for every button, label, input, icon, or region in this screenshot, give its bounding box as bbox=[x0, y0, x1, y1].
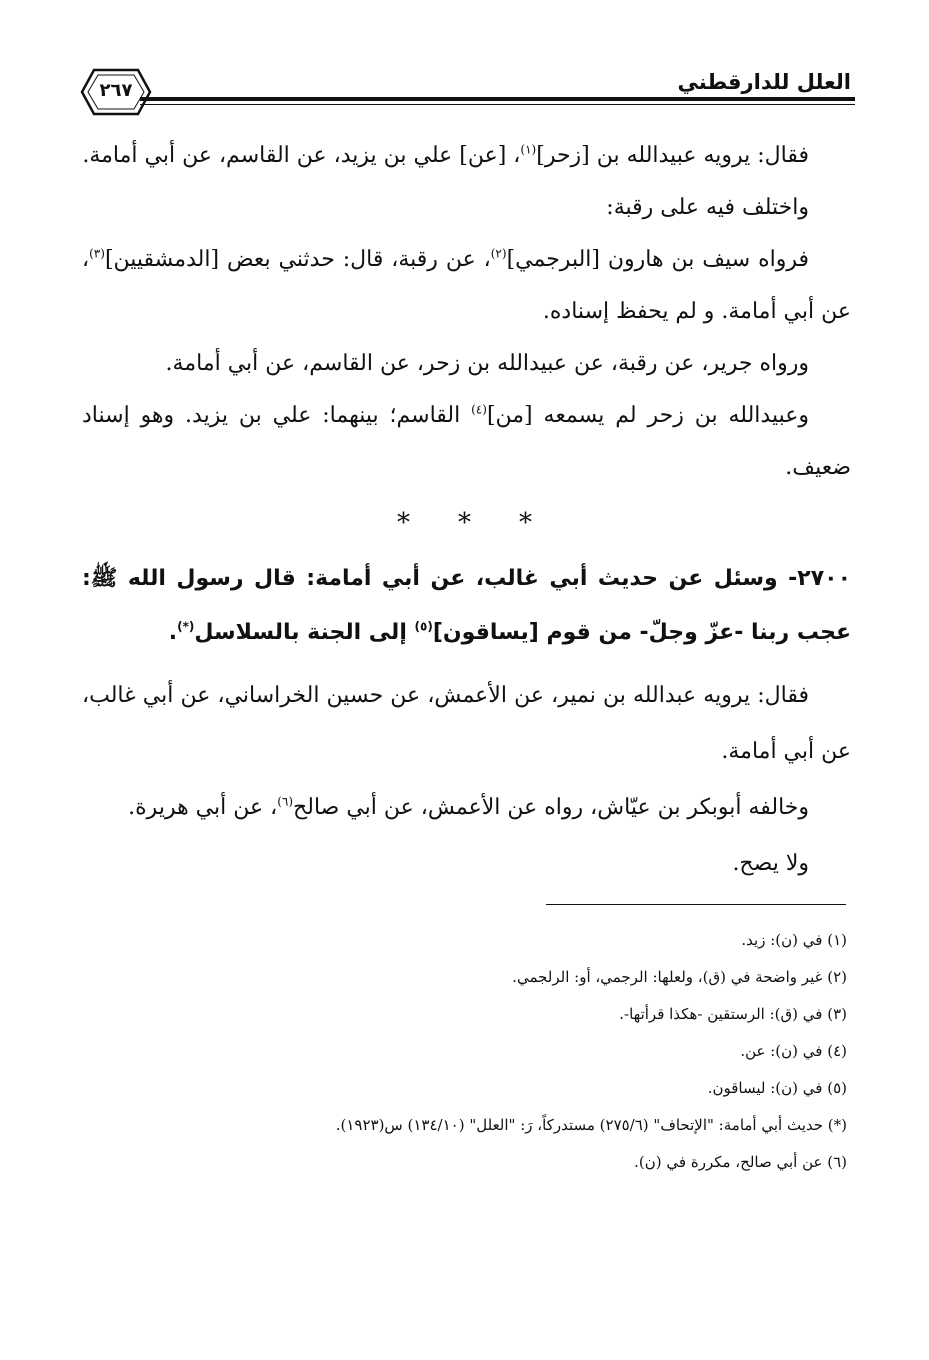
paragraph: فقال: يرويه عبدالله بن نمير، عن الأعمش، عن حسين الخراساني، عن أبي غالب، عن أبي أمامة. bbox=[82, 683, 851, 764]
footnote-separator bbox=[546, 904, 846, 905]
paragraph bbox=[82, 390, 851, 494]
paragraph bbox=[82, 130, 851, 182]
text-run: ٢٧٠٠- وسئل عن حديث أبي غالب، عن أبي أمامة: قال رسول الله ﷺ: عجب ربنا -عزّ وجلّ- من قوم [يساقون] bbox=[82, 566, 851, 645]
star-mark: * bbox=[519, 508, 532, 538]
paragraph bbox=[82, 234, 851, 338]
footnote-ref: (١) bbox=[520, 142, 537, 157]
footnote: (٦) عن أبي صالح، مكررة في (ن). bbox=[634, 1153, 847, 1171]
paragraph: واختلف فيه على رقبة: bbox=[606, 195, 809, 220]
hadith-heading bbox=[82, 552, 851, 660]
footnote-ref: (٦) bbox=[277, 794, 294, 809]
heading-text bbox=[82, 552, 851, 660]
footnote-ref: (٣) bbox=[89, 246, 105, 261]
text-run: ، عن أبي هريرة. bbox=[128, 795, 278, 820]
text-run: فرواه سيف بن هارون [البرجمي] bbox=[506, 247, 809, 272]
footnote-ref: (٥) bbox=[414, 619, 433, 634]
section-separator bbox=[0, 508, 929, 538]
footnote: (*) حديث أبي أمامة: "الإتحاف" (٢٧٥/٦) مستدركاً، رَ: "العلل" (١٣٤/١٠) س(١٩٢٣). bbox=[335, 1116, 847, 1134]
section-2 bbox=[82, 668, 851, 892]
footnote: (١) في (ن): زيد. bbox=[741, 931, 847, 949]
header-rule-thin bbox=[140, 104, 855, 105]
text-run: ، عن رقبة، قال: حدثني بعض [الدمشقيين] bbox=[104, 247, 491, 272]
footnote-ref: (*) bbox=[177, 619, 195, 634]
footnote: (٤) في (ن): عن. bbox=[740, 1042, 847, 1060]
star-mark: * bbox=[397, 508, 410, 538]
text-run: وعبيدالله بن زحر لم يسمعه [من] bbox=[486, 403, 809, 428]
footnote: (٢) غير واضحة في (ق)، ولعلها: الرجمي، أو: الرلجمي. bbox=[512, 968, 847, 986]
paragraph: ورواه جرير، عن رقبة، عن عبيدالله بن زحر، عن القاسم، عن أبي أمامة. bbox=[165, 351, 809, 376]
footnotes bbox=[200, 922, 847, 1181]
running-header-title: العلل للدارقطني bbox=[677, 70, 851, 94]
text-run: إلى الجنة بالسلاسل bbox=[194, 620, 415, 645]
header-rule-thick bbox=[140, 97, 855, 101]
section-1 bbox=[82, 130, 851, 494]
text-run: . bbox=[168, 620, 178, 645]
footnote: (٣) في (ق): الرستقين -هكذا قرأتها-. bbox=[619, 1005, 847, 1023]
text-run: ، [عن] علي بن يزيد، عن القاسم، عن أبي أمامة. bbox=[82, 143, 521, 168]
paragraph bbox=[82, 780, 851, 836]
footnote-ref: (٤) bbox=[471, 402, 487, 417]
text-run: القاسم؛ بينهما: علي بن يزيد. وهو إسناد ضعيف. bbox=[82, 403, 851, 480]
text-run: فقال: يرويه عبيدالله بن [زحر] bbox=[536, 143, 809, 168]
page-number-badge bbox=[80, 66, 152, 118]
footnote-ref: (٢) bbox=[490, 246, 507, 261]
footnote: (٥) في (ن): ليساقون. bbox=[707, 1079, 847, 1097]
star-mark: * bbox=[458, 508, 471, 538]
paragraph: ولا يصح. bbox=[732, 851, 809, 876]
text-run: ، عن أبي أمامة. و لم يحفظ إسناده. bbox=[82, 247, 851, 324]
text-run: وخالفه أبوبكر بن عيّاش، رواه عن الأعمش، عن أبي صالح bbox=[293, 795, 809, 820]
page-number: ٢٦٧ bbox=[99, 80, 133, 101]
